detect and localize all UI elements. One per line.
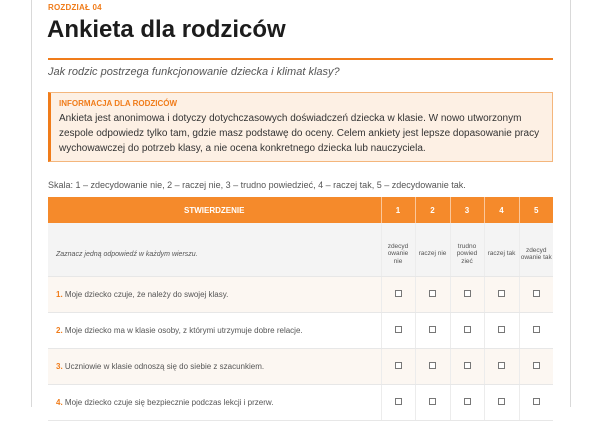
answer-checkbox[interactable]	[533, 398, 540, 405]
answer-checkbox[interactable]	[429, 398, 436, 405]
answer-checkbox[interactable]	[464, 362, 471, 369]
answer-checkbox[interactable]	[429, 290, 436, 297]
answer-checkbox[interactable]	[395, 398, 402, 405]
header-scale-1: 1	[381, 197, 415, 223]
header-scale-3: 3	[450, 197, 484, 223]
table-header-row	[48, 197, 553, 223]
scale-label-2: raczej nie	[415, 223, 450, 277]
answer-cell	[484, 385, 519, 421]
instruction-text: Zaznacz jedną odpowiedź w każdym wierszu.	[48, 223, 381, 277]
info-box	[48, 92, 553, 162]
statement-text: Uczniowie w klasie odnoszą się do siebie z szacunkiem.	[64, 362, 265, 371]
scale-label-4: raczej tak	[484, 223, 519, 277]
header-scale-4: 4	[484, 197, 519, 223]
header-scale-2: 2	[415, 197, 450, 223]
statement-number: 2.	[56, 326, 63, 335]
answer-checkbox[interactable]	[498, 398, 505, 405]
answer-checkbox[interactable]	[533, 362, 540, 369]
answer-checkbox[interactable]	[395, 290, 402, 297]
statement-cell	[48, 277, 381, 313]
statement-number: 4.	[56, 398, 63, 407]
answer-cell	[415, 385, 450, 421]
answer-cell	[450, 349, 484, 385]
answer-checkbox[interactable]	[395, 362, 402, 369]
answer-checkbox[interactable]	[464, 326, 471, 333]
statement-text: Moje dziecko czuje się bezpiecznie podczas lekcji i przerw.	[64, 398, 274, 407]
answer-cell	[381, 313, 415, 349]
statement-cell	[48, 313, 381, 349]
answer-cell	[450, 277, 484, 313]
answer-checkbox[interactable]	[498, 362, 505, 369]
info-text: Ankieta jest anonimowa i dotyczy dotychczasowych doświadczeń dziecka w klasie. W nowo utworzonym zespole odpowiedz tylko tam, gdzie masz podstawę do oceny. Celem ankiety jest lepsze dopasowanie pracy wychowawczej do potrzeb klasy, a nie ocena konkretnego dziecka lub nauczyciela.	[59, 113, 540, 154]
answer-checkbox[interactable]	[464, 290, 471, 297]
title-divider	[48, 58, 553, 60]
answer-checkbox[interactable]	[498, 326, 505, 333]
answer-cell	[484, 313, 519, 349]
statement-number: 1.	[56, 290, 63, 299]
answer-cell	[519, 277, 553, 313]
table-row	[48, 385, 553, 421]
answer-cell	[450, 385, 484, 421]
statement-cell	[48, 349, 381, 385]
statement-cell	[48, 385, 381, 421]
answer-cell	[381, 385, 415, 421]
instruction-row	[48, 223, 553, 277]
scale-label-3: trudno powied zieć	[450, 223, 484, 277]
statement-text: Moje dziecko czuje, że należy do swojej klasy.	[64, 290, 229, 299]
answer-checkbox[interactable]	[533, 326, 540, 333]
answer-cell	[450, 313, 484, 349]
answer-checkbox[interactable]	[395, 326, 402, 333]
answer-checkbox[interactable]	[498, 290, 505, 297]
answer-cell	[381, 277, 415, 313]
scale-label-1: zdecyd owanie nie	[381, 223, 415, 277]
answer-checkbox[interactable]	[429, 326, 436, 333]
survey-table	[48, 197, 553, 421]
statement-number: 3.	[56, 362, 63, 371]
page-title: Ankieta dla rodziców	[47, 16, 286, 43]
answer-cell	[415, 313, 450, 349]
answer-cell	[415, 277, 450, 313]
statement-text: Moje dziecko ma w klasie osoby, z którymi utrzymuje dobre relacje.	[64, 326, 303, 335]
chapter-label: ROZDZIAŁ 04	[48, 3, 102, 12]
answer-cell	[484, 277, 519, 313]
table-row	[48, 313, 553, 349]
answer-cell	[381, 349, 415, 385]
header-scale-5: 5	[519, 197, 553, 223]
page-subtitle: Jak rodzic postrzega funkcjonowanie dziecka i klimat klasy?	[48, 66, 340, 78]
answer-cell	[519, 385, 553, 421]
answer-checkbox[interactable]	[533, 290, 540, 297]
table-row	[48, 277, 553, 313]
answer-cell	[519, 349, 553, 385]
table-row	[48, 349, 553, 385]
info-heading: INFORMACJA DLA RODZICÓW	[59, 99, 178, 108]
answer-cell	[415, 349, 450, 385]
scale-description: Skala: 1 – zdecydowanie nie, 2 – raczej nie, 3 – trudno powiedzieć, 4 – raczej tak, 5 – zdecydowanie tak.	[48, 180, 466, 190]
answer-checkbox[interactable]	[429, 362, 436, 369]
scale-label-5: zdecyd owanie tak	[519, 223, 553, 277]
answer-checkbox[interactable]	[464, 398, 471, 405]
answer-cell	[484, 349, 519, 385]
header-statement: STWIERDZENIE	[48, 197, 381, 223]
answer-cell	[519, 313, 553, 349]
